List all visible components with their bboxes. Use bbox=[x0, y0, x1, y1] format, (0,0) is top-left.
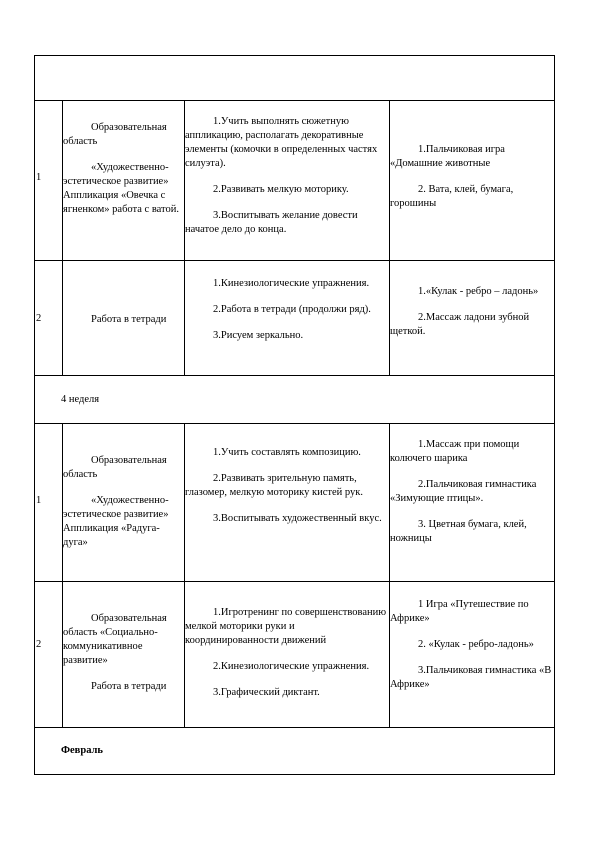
goals-cell bbox=[185, 582, 390, 728]
material-item: 1.Массаж при помощи колючего шарика bbox=[390, 439, 520, 464]
area-description: «Художественно-эстетическое развитие» Аппликация «Радуга-дуга» bbox=[63, 495, 169, 548]
area-description: «Художественно-эстетическое развитие» Аппликация «Овечка с ягненком» работа с ватой. bbox=[63, 162, 179, 215]
week-row bbox=[35, 376, 555, 424]
goal-item: 1.Игротренинг по совершенствованию мелкой моторики руки и координированности движений bbox=[185, 607, 387, 646]
goal-item: 3.Воспитывать желание довести начатое дело до конца. bbox=[185, 210, 358, 235]
goal-item: 2.Развивать мелкую моторику. bbox=[213, 184, 349, 195]
goal-item: 1.Учить выполнять сюжетную аппликацию, располагать декоративные элементы (комочки в определенных частях силуэта). bbox=[185, 116, 378, 169]
material-item: 2.Пальчиковая гимнастика «Зимующие птицы». bbox=[390, 479, 537, 504]
row-number: 1 bbox=[36, 495, 42, 506]
header-row bbox=[35, 56, 555, 101]
area-heading: Работа в тетради bbox=[91, 314, 167, 325]
materials-cell bbox=[390, 261, 555, 376]
header-cell bbox=[35, 56, 555, 101]
goal-item: 1.Кинезиологические упражнения. bbox=[213, 278, 370, 289]
area-heading: Образовательная область «Социально-коммуникативное развитие» bbox=[63, 613, 167, 666]
month-row bbox=[35, 728, 555, 775]
material-item: 2. Вата, клей, бумага, горошины bbox=[390, 184, 514, 209]
table-row bbox=[35, 101, 555, 261]
area-cell bbox=[63, 582, 185, 728]
table-row bbox=[35, 582, 555, 728]
material-item: 2.Массаж ладони зубной щеткой. bbox=[390, 312, 530, 337]
area-description: Работа в тетради bbox=[91, 681, 167, 692]
material-item: 1 Игра «Путешествие по Африке» bbox=[390, 599, 529, 624]
goal-item: 3.Графический диктант. bbox=[213, 687, 320, 698]
area-cell bbox=[63, 261, 185, 376]
goal-item: 2.Работа в тетради (продолжи ряд). bbox=[213, 304, 371, 315]
lesson-plan-table bbox=[34, 55, 555, 775]
goal-item: 1.Учить составлять композицию. bbox=[213, 447, 361, 458]
materials-cell bbox=[390, 582, 555, 728]
week-label: 4 неделя bbox=[35, 376, 555, 424]
materials-cell bbox=[390, 101, 555, 261]
material-item: 3. Цветная бумага, клей, ножницы bbox=[390, 519, 527, 544]
goal-item: 2.Развивать зрительную память, глазомер, мелкую моторику кистей рук. bbox=[185, 473, 363, 498]
area-heading: Образовательная область bbox=[63, 122, 167, 147]
month-label: Февраль bbox=[35, 728, 555, 775]
material-item: 2. «Кулак - ребро-ладонь» bbox=[418, 639, 534, 650]
goals-cell bbox=[185, 424, 390, 582]
material-item: 1.Пальчиковая игра «Домашние животные bbox=[390, 144, 505, 169]
area-heading: Образовательная область bbox=[63, 455, 167, 480]
table-row bbox=[35, 424, 555, 582]
area-cell bbox=[63, 101, 185, 261]
goals-cell bbox=[185, 101, 390, 261]
row-number: 2 bbox=[36, 313, 42, 324]
row-number: 1 bbox=[36, 172, 42, 183]
row-number-cell bbox=[35, 424, 63, 582]
goal-item: 3.Рисуем зеркально. bbox=[213, 330, 304, 341]
goal-item: 2.Кинезиологические упражнения. bbox=[213, 661, 370, 672]
material-item: 1.«Кулак - ребро – ладонь» bbox=[418, 286, 539, 297]
row-number-cell bbox=[35, 261, 63, 376]
goal-item: 3.Воспитывать художественный вкус. bbox=[213, 513, 382, 524]
material-item: 3.Пальчиковая гимнастика «В Африке» bbox=[390, 665, 552, 690]
goals-cell bbox=[185, 261, 390, 376]
row-number-cell bbox=[35, 101, 63, 261]
row-number: 2 bbox=[36, 639, 42, 650]
table-row bbox=[35, 261, 555, 376]
area-cell bbox=[63, 424, 185, 582]
materials-cell bbox=[390, 424, 555, 582]
row-number-cell bbox=[35, 582, 63, 728]
